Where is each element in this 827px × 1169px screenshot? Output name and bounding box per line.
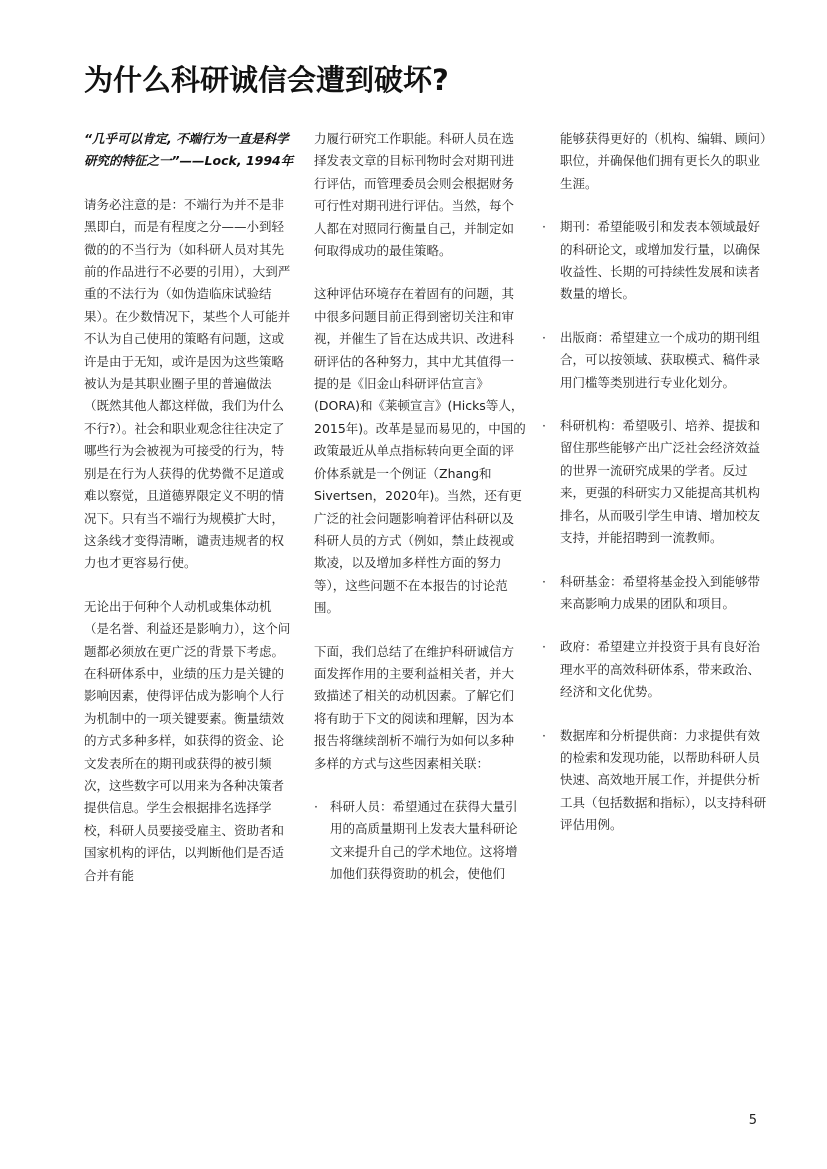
page-title: 为什么科研诚信会遭到破坏?: [84, 63, 449, 97]
paragraph: 力履行研究工作职能。科研人员在选择发表文章的目标刊物时会对期刊进行评估，而管理委员会则会根据财务可行性对期刊进行评估。当然，每个人都在对照同行衡量自己，并制定如何取得成功的最佳策略。: [314, 131, 515, 259]
bullet-icon: ·: [314, 798, 318, 814]
bullet-icon: ·: [542, 727, 546, 743]
paragraph: 下面，我们总结了在维护科研诚信方面发挥作用的主要利益相关者，并大致描述了相关的动机因素。了解它们将有助于下文的阅读和理解，因为本报告将继续剖析不端行为如何以多种多样的方式与这些因素相关联：: [314, 643, 515, 771]
bullet-icon: ·: [542, 418, 546, 434]
list-item: [542, 327, 772, 394]
list-item: [542, 636, 772, 703]
list-item: [542, 216, 772, 306]
column-2: [314, 128, 526, 907]
paragraph: 这种评估环境存在着固有的问题，其中很多问题目前正得到密切关注和审视，并催生了旨在达成共识、改进科研评估的各种努力，其中尤其值得一提的是《旧金山科研评估宣言》(DORA)和《莱顿宣言》(Hicks等人，2015年)。改革是显而易见的，中国的政策最近从单点指标转向更全面的评价体系就是一个例证（Zhang和Sivertsen，2020年)。当然，还有更广泛的社会问题影响着评估科研以及科研人员的方式（例如，禁止歧视或欺凌，以及增加多样性方面的努力等），这些问题不在本报告的讨论范围。: [314, 286, 526, 616]
paragraph: 无论出于何种个人动机或集体动机（是名誉、利益还是影响力），这个问题都必须放在更广泛的背景下考虑。在科研体系中，业绩的压力是关键的影响因素，使得评估成为影响个人行为机制中的一项关键要素。衡量绩效的方式多种多样，如获得的资金、论文发表所在的期刊或获得的被引频次，这些数字可以用来为各种决策者提供信息。学生会根据排名选择学校，科研人员要接受雇主、资助者和国家机构的评估，以判断他们是否适合并有能: [84, 598, 291, 883]
list-item-text: 期刊：希望能吸引和发表本领域最好的科研论文，或增加发行量，以确保收益性、长期的可持续性发展和读者数量的增长。: [560, 219, 761, 302]
pull-quote: “几乎可以肯定, 不端行为一直是科学研究的特征之一”——Lock, 1994年: [84, 131, 294, 169]
bullet-icon: ·: [542, 219, 546, 235]
list-item-text: 科研机构：希望吸引、培养、提拔和留住那些能够产出广泛社会经济效益的世界一流研究成果的学者。反过来，更强的科研实力又能提高其机构排名，从而吸引学生申请、增加校友支持，并能招聘到一流教师。: [560, 418, 761, 546]
bullet-icon: ·: [542, 329, 546, 345]
page-number: 5: [748, 1113, 757, 1128]
bullet-icon: ·: [542, 639, 546, 655]
list-item: [542, 725, 772, 837]
paragraph: 请务必注意的是：不端行为并不是非黑即白，而是有程度之分——小到轻微的的不当行为（如科研人员对其先前的作品进行不必要的引用），大到严重的不法行为（如伪造临床试验结果）。在少数情况下，某些个人可能并不认为自己使用的策略有问题，这或许是由于无知，或许是因为这些策略被认为是其职业圈子里的普遍做法（既然其他人都这样做，我们为什么不行?）。社会和职业观念往往决定了哪些行为会被视为可接受的行为，特别是在行为人获得的优势微不足道或难以察觉，且道德界限定义不明的情况下。只有当不端行为规模扩大时，这条线才变得清晰，谴责违规者的权力也才更容易行使。: [84, 196, 291, 571]
list-item-text: 出版商：希望建立一个成功的期刊组合，可以按领域、获取模式、稿件录用门槛等类别进行专业化划分。: [560, 329, 761, 390]
list-item-text: 数据库和分析提供商：力求提供有效的检索和发现功能，以帮助科研人员快速、高效地开展工作，并提供分析工具（包括数据和指标），以支持科研评估用例。: [560, 727, 767, 833]
column-3: [542, 128, 772, 858]
list-item: [314, 796, 526, 886]
list-item-text: 科研基金：希望将基金投入到能够带来高影响力成果的团队和项目。: [560, 573, 761, 611]
stakeholder-list: [542, 216, 772, 836]
list-item-text: 科研人员：希望通过在获得大量引用的高质量期刊上发表大量科研论文来提升自己的学术地位。这将增加他们获得资助的机会，使他们: [330, 798, 518, 882]
list-item: [542, 415, 772, 549]
column-1: [84, 128, 296, 908]
list-item: [542, 571, 772, 616]
list-item-text: 政府：希望建立并投资于具有良好治理水平的高效科研体系，带来政治、经济和文化优势。: [560, 639, 761, 700]
paragraph: 能够获得更好的（机构、编辑、顾问）职位，并确保他们拥有更长久的职业生涯。: [560, 131, 767, 191]
stakeholder-list: [314, 796, 526, 886]
bullet-icon: ·: [542, 573, 546, 589]
